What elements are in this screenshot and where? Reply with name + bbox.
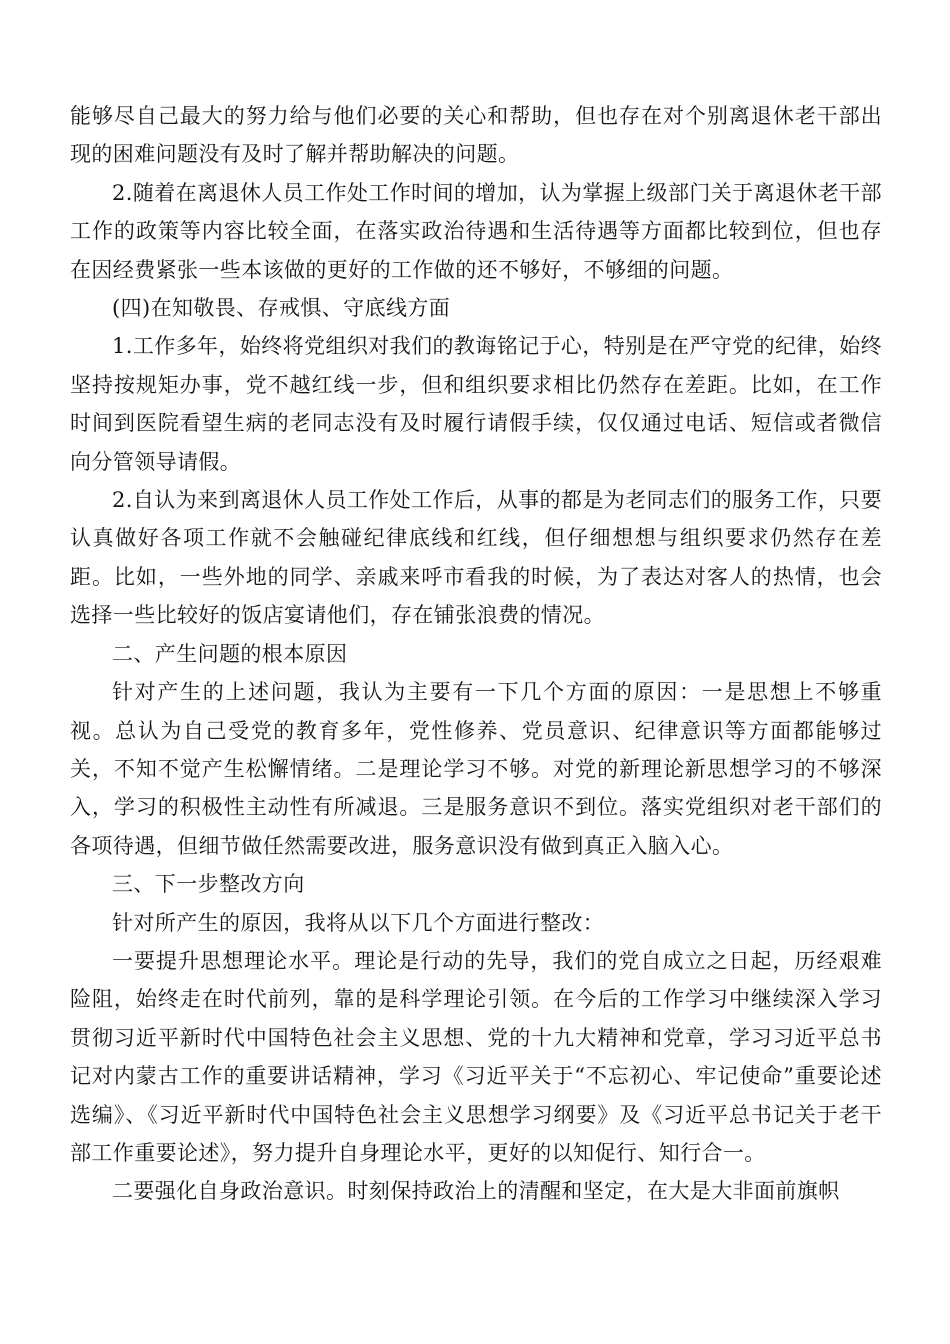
paragraph-root-causes: 针对产生的上述问题，我认为主要有一下几个方面的原因：一是思想上不够重视。总认为自己受党的教育多年，党性修养、党员意识、纪律意识等方面都能够过关，不知不觉产生松懈情绪。二是理论学习不够。对党的新理论新思想学习的不够深入，学习的积极性主动性有所减退。三是服务意识不到位。落实党组织对老干部们的各项待遇，但细节做任然需要改进，服务意识没有做到真正入脑入心。 xyxy=(70,680,882,858)
paragraph-political-awareness: 二要强化自身政治意识。时刻保持政治上的清醒和坚定，在大是大非面前旗帜 xyxy=(112,1179,840,1204)
section-heading-root-causes: 二、产生问题的根本原因 xyxy=(112,641,348,666)
paragraph-continued: 能够尽自己最大的努力给与他们必要的关心和帮助，但也存在对个别离退休老干部出现的困难问题没有及时了解并帮助解决的问题。 xyxy=(70,104,882,167)
paragraph-item-1-discipline: 1.工作多年，始终将党组织对我们的教诲铭记于心，特别是在严守党的纪律，始终坚持按规矩办事，党不越红线一步，但和组织要求相比仍然存在差距。比如，在工作时间到医院看望生病的老同志没有及时履行请假手续，仅仅通过电话、短信或者微信向分管领导请假。 xyxy=(70,334,882,474)
paragraph-item-2-policy: 2.随着在离退休人员工作处工作时间的增加，认为掌握上级部门关于离退休老干部工作的政策等内容比较全面，在落实政治待遇和生活待遇等方面都比较到位，但也存在因经费紧张一些本该做的更好的工作做的还不够好，不够细的问题。 xyxy=(70,180,882,282)
section-heading-next-steps: 三、下一步整改方向 xyxy=(112,872,305,897)
paragraph-next-steps-intro: 针对所产生的原因，我将从以下几个方面进行整改： xyxy=(112,910,605,935)
paragraph-item-2-discipline: 2.自认为来到离退休人员工作处工作后，从事的都是为老同志们的服务工作，只要认真做好各项工作就不会触碰纪律底线和红线，但仔细想想与组织要求仍然存在差距。比如，一些外地的同学、亲戚来呼市看我的时候，为了表达对客人的热情，也会选择一些比较好的饭店宴请他们，存在铺张浪费的情况。 xyxy=(70,488,882,628)
document-page xyxy=(70,97,882,1211)
section-heading-4: (四)在知敬畏、存戒惧、守底线方面 xyxy=(112,296,451,321)
paragraph-theory: 一要提升思想理论水平。理论是行动的先导，我们的党自成立之日起，历经艰难险阻，始终走在时代前列，靠的是科学理论引领。在今后的工作学习中继续深入学习贯彻习近平新时代中国特色社会主义思想、党的十九大精神和党章，学习习近平总书记对内蒙古工作的重要讲话精神，学习《习近平关于“不忘初心、牢记使命”重要论述选编》、《习近平新时代中国特色社会主义思想学习纲要》及《习近平总书记关于老干部工作重要论述》，努力提升自身理论水平，更好的以知促行、知行合一。 xyxy=(70,948,882,1165)
